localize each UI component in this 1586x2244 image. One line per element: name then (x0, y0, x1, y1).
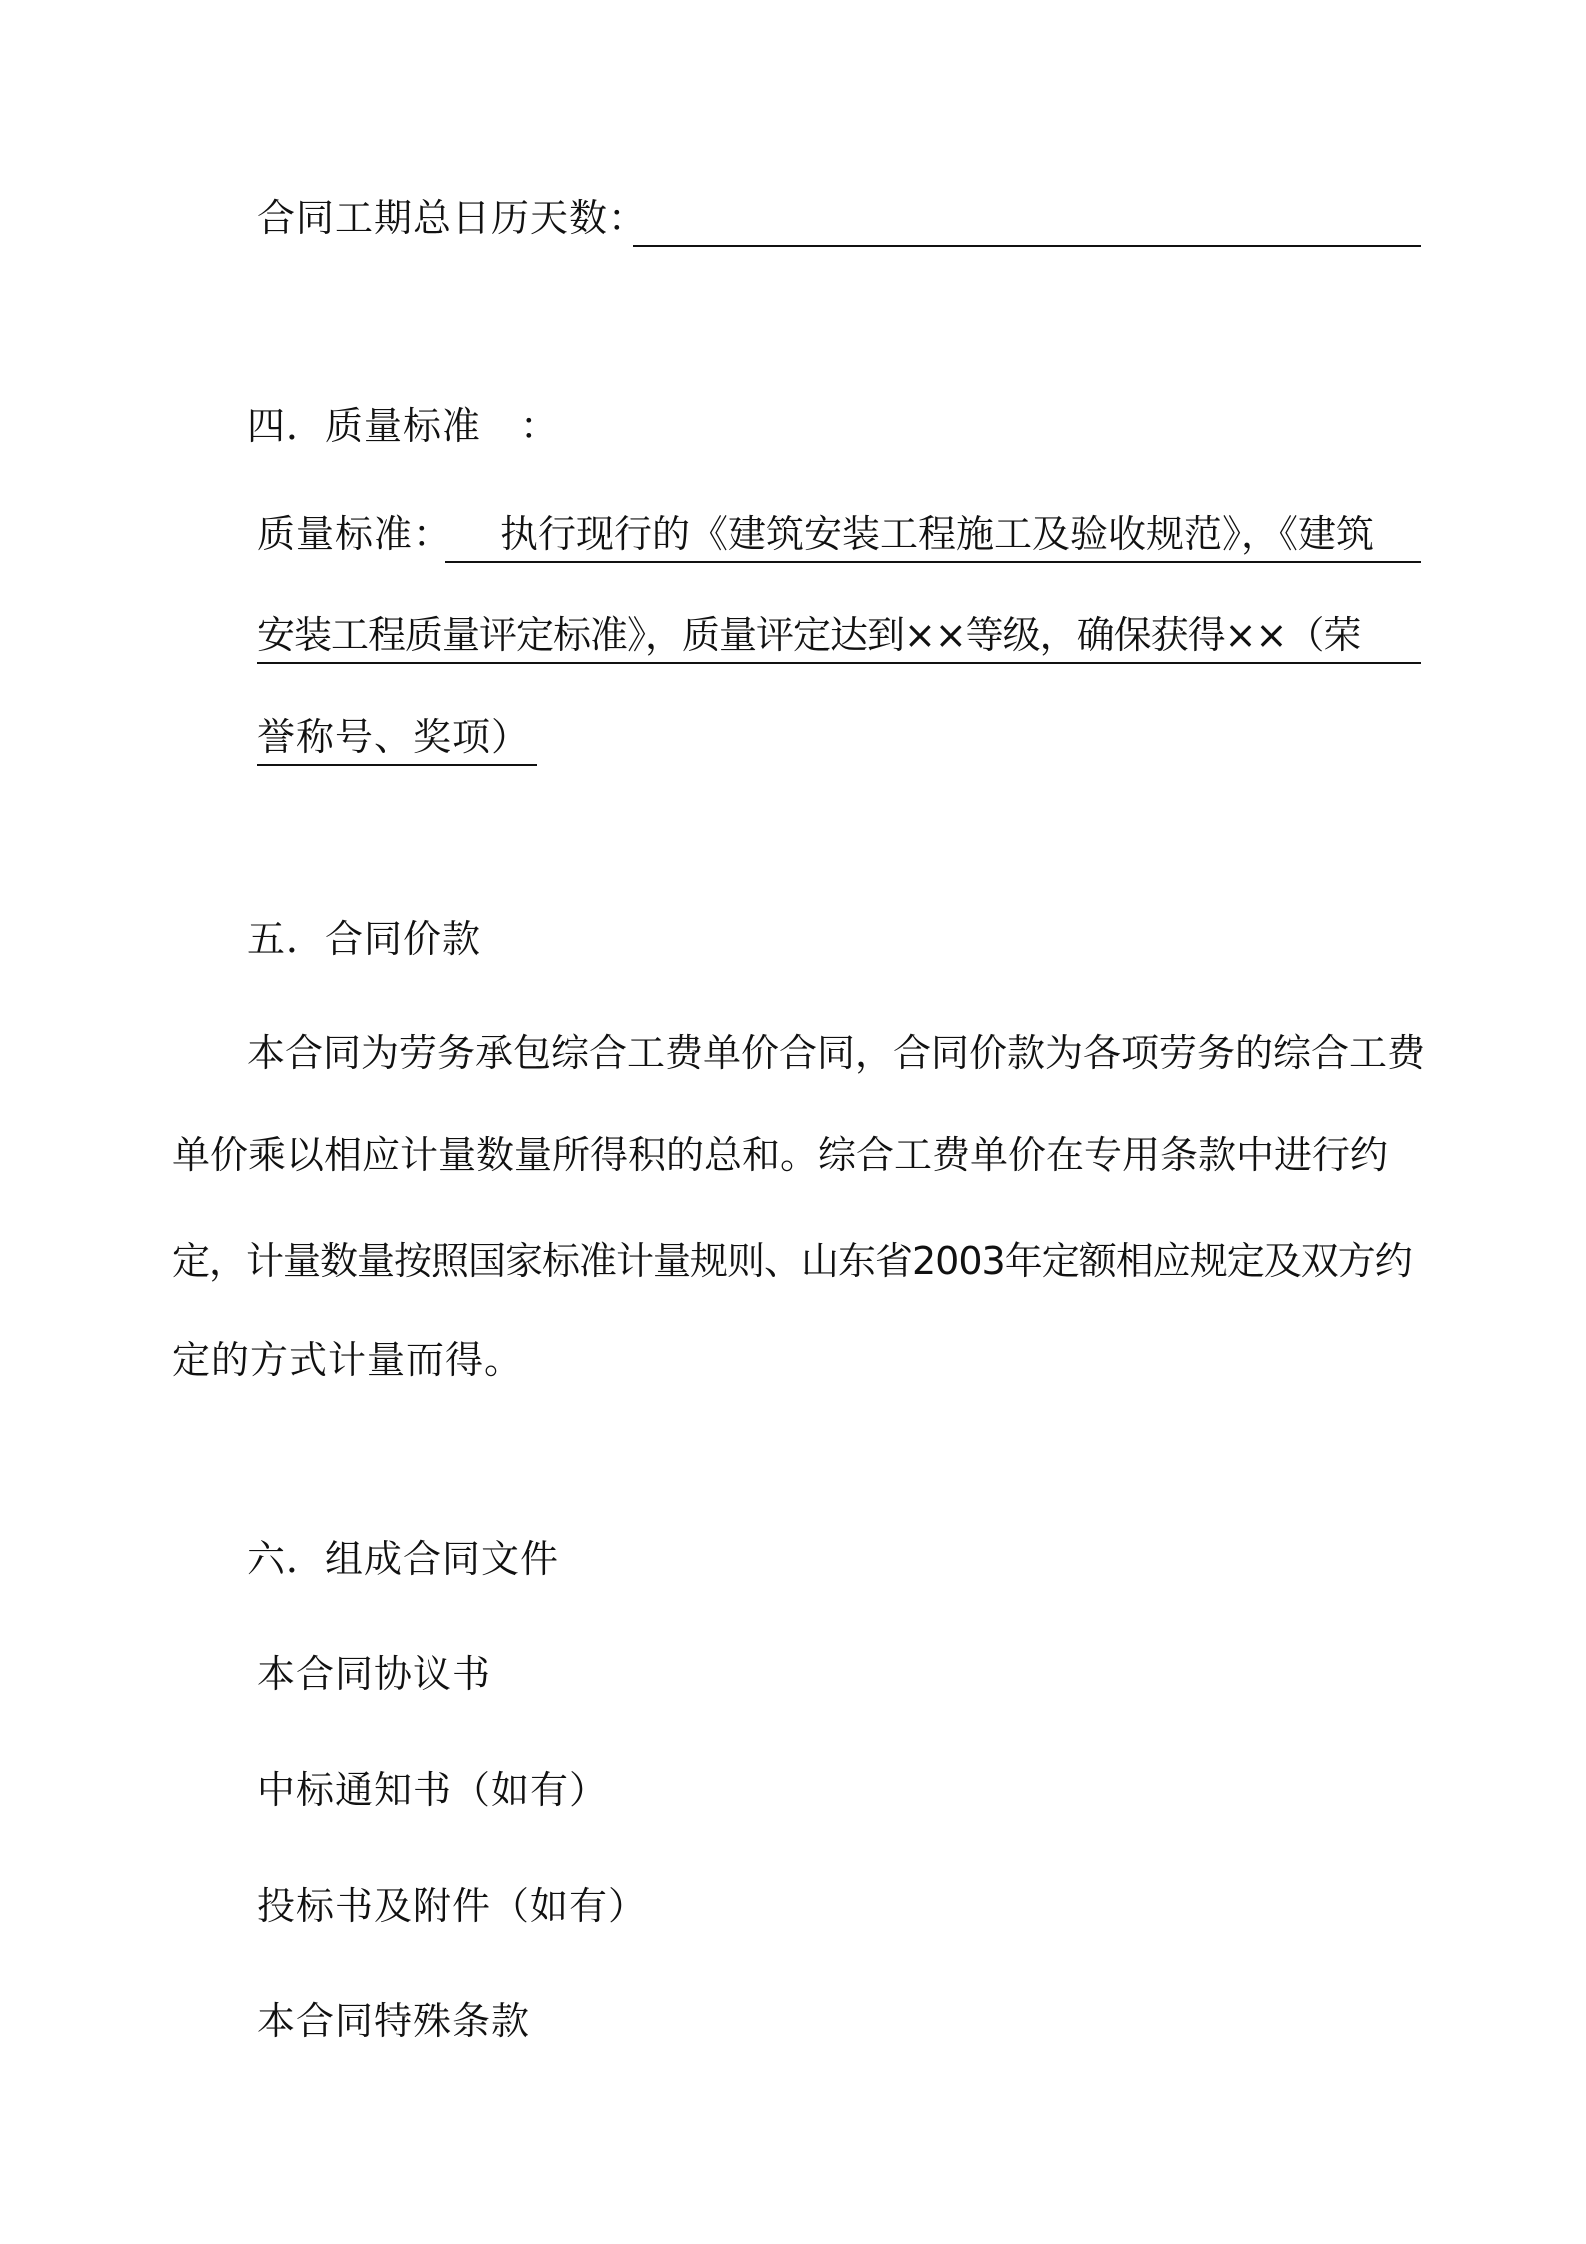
document-item-2: 中标通知书（如有） (257, 1768, 609, 1812)
quality-underline-3 (257, 764, 537, 766)
documents-heading: 六．组成合同文件 (247, 1537, 560, 1581)
document-item-4: 本合同特殊条款 (257, 1999, 531, 2043)
quality-label: 质量标准： (257, 512, 453, 556)
quality-underline-1 (445, 561, 1421, 563)
price-para-line-4: 定的方式计量而得。 (172, 1338, 524, 1382)
price-para-line-2: 单价乘以相应计量数量所得积的总和。综合工费单价在专用条款中进行约 (172, 1133, 1389, 1177)
quality-text-line-3: 誉称号、奖项） (257, 715, 531, 759)
price-para-line-1: 本合同为劳务承包综合工费单价合同，合同价款为各项劳务的综合工费 (247, 1031, 1426, 1075)
quality-heading: 四．质量标准 ： (247, 404, 560, 448)
price-para-line-3: 定，计量数量按照国家标准计量规则、山东省2003年定额相应规定及双方约 (172, 1239, 1412, 1283)
document-item-3: 投标书及附件（如有） (257, 1884, 648, 1928)
quality-underline-2 (257, 662, 1421, 664)
quality-text-line-1: 执行现行的《建筑安装工程施工及验收规范》，《建筑 (500, 512, 1375, 556)
quality-text-line-2: 安装工程质量评定标准》，质量评定达到××等级，确保获得××（荣 (257, 613, 1361, 657)
document-item-1: 本合同协议书 (257, 1652, 492, 1696)
price-heading: 五．合同价款 (247, 917, 482, 961)
period-label: 合同工期总日历天数： (257, 196, 648, 240)
period-blank-line (633, 245, 1421, 247)
